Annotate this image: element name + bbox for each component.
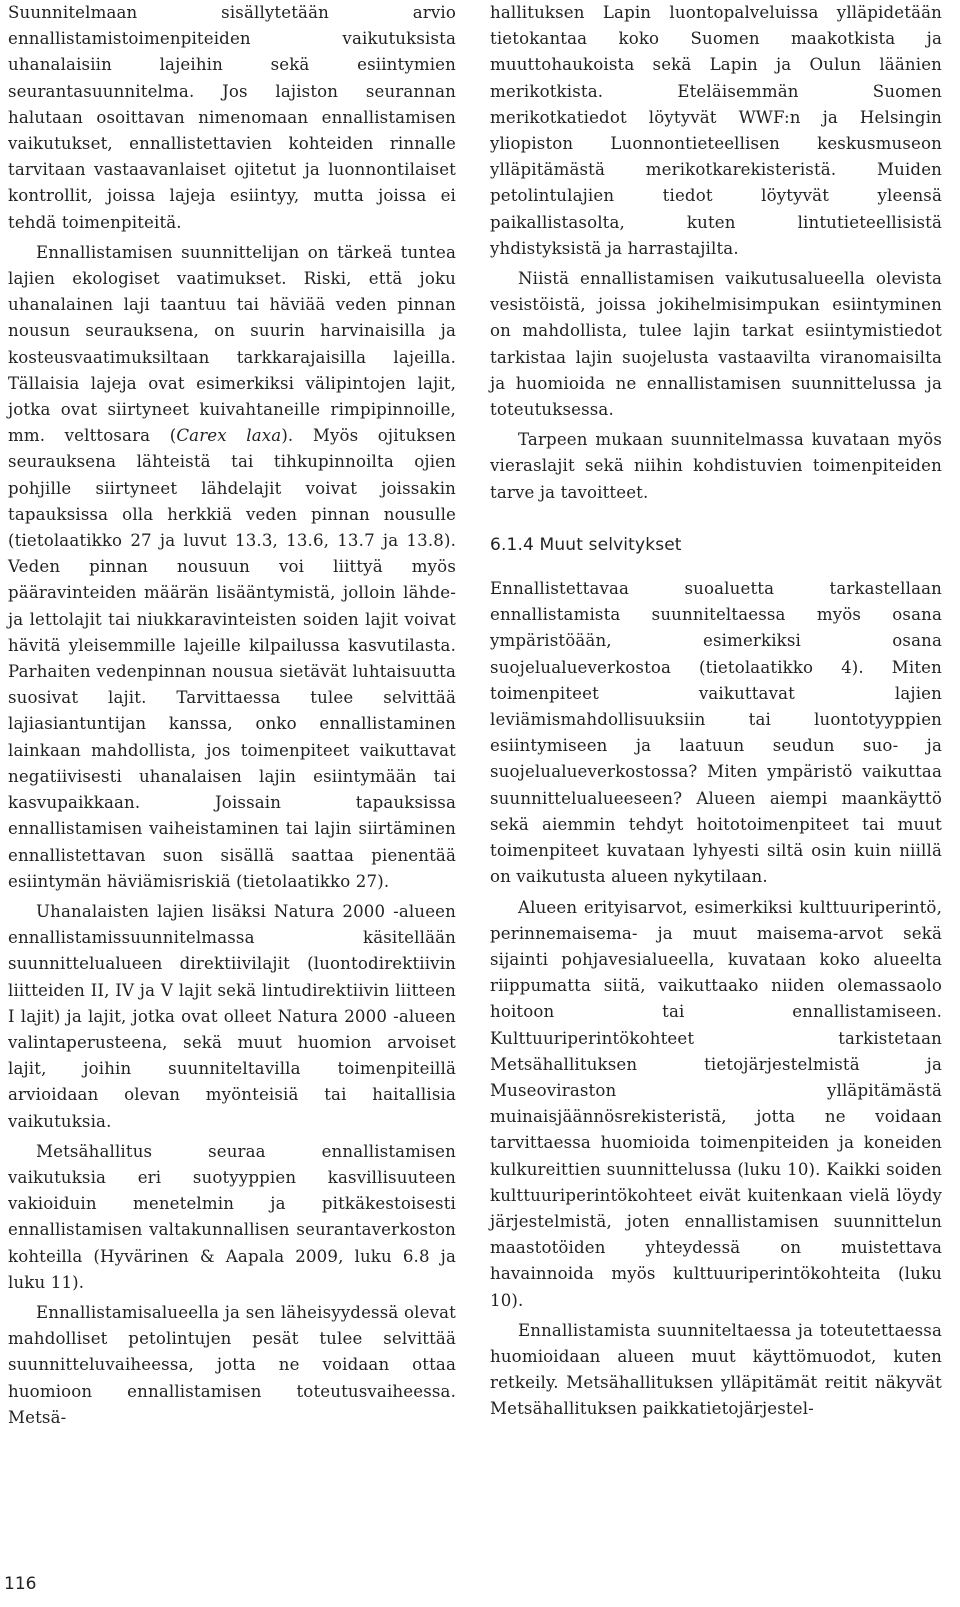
paragraph: Niistä ennallistamisen vaikutusalueella olevista vesistöistä, joissa jokihelmisimpukan esiintyminen on mahdollista, tulee lajin tarkat esiintymistiedot tarkistaa lajin suojelusta vastaavilta viranomaisilta ja huomioida ne ennallistamisen suunnittelussa ja toteutuksessa. — [490, 269, 942, 420]
paragraph: hallituksen Lapin luontopalveluissa ylläpidetään tietokantaa koko Suomen maakotkista ja muuttohaukoista sekä Lapin ja Oulun läänien merikotkista. Eteläisemmän Suomen merikotkatiedot löytyvät WWF:n ja Helsingin yliopiston Luonnontieteellisen keskusmuseon ylläpitämästä merikotkarekisteristä. Muiden petolintulajien tiedot löytyvät yleensä paikallistasolta, kuten lintutieteellisistä yhdistyksistä ja harrastajilta. — [490, 3, 942, 258]
right-column — [490, 0, 942, 1423]
paragraph: Ennallistamista suunniteltaessa ja toteutettaessa huomioidaan alueen muut käyttömuodot, kuten retkeily. Metsähallituksen ylläpitämät reitit näkyvät Metsähallituksen paikkatietojärjestel- — [490, 1320, 942, 1419]
left-column — [8, 0, 456, 1431]
paragraph-text: ). Myös ojituksen seurauksena lähteistä tai tihkupinnoilta ojien pohjille siirtyneet lähdelajit voivat joissakin tapauksissa olla herkkiä veden pinnan nousulle (tietolaatikko 27 ja luvut 13.3, 13.6, 13.7 ja 13.8). Veden pinnan nousuun voi liittyä myös pääravinteiden määrän lisääntymistä, jolloin lähde- ja lettolajit tai niukkaravinteisten soiden lajit voivat hävitä yleisemmille lajeille kilpailussa kasvutilasta. Parhaiten vedenpinnan nousua sietävät luhtaisuutta suosivat lajit. Tarvittaessa tulee selvittää lajiasiantuntijan kanssa, onko ennallistaminen lainkaan mahdollista, jos toimenpiteet vaikuttavat negatiivisesti uhanalaisen lajin esiintymään tai kasvupaikkaan. Joissain tapauksissa ennallistamisen vaiheistaminen tai lajin siirtäminen ennallistettavan suon sisällä saattaa pienentää esiintymän häviämisriskiä (tietolaatikko 27). — [8, 426, 456, 891]
paragraph: Uhanalaisten lajien lisäksi Natura 2000 -alueen ennallistamissuunnitelmassa käsitellään suunnittelualueen direktiivilajit (luontodirektiivin liitteiden II, IV ja V lajit sekä lintudirektiivin liitteen I lajit) ja lajit, jotka ovat olleet Natura 2000 -alueen valintaperusteena, sekä muut huomion arvoiset lajit, joihin suunniteltavilla toimenpiteillä arvioidaan olevan myönteisiä tai haitallisia vaikutuksia. — [8, 901, 456, 1131]
section-heading: 6.1.4 Muut selvitykset — [490, 534, 682, 555]
paragraph: Ennallistamisalueella ja sen läheisyydessä olevat mahdolliset petolintujen pesät tulee selvittää suunnitteluvaiheessa, jotta ne voidaan ottaa huomioon ennallistamisen toteutusvaiheessa. Metsä- — [8, 1302, 456, 1427]
paragraph: Ennallistettavaa suoaluetta tarkastellaan ennallistamista suunniteltaessa myös osana ympäristöään, esimerkiksi osana suojelualueverkostoa (tietolaatikko 4). Miten toimenpiteet vaikuttavat lajien leviämismahdollisuuksiin tai luontotyyppien esiintymiseen ja laatuun seudun suo- ja suojelualueverkostossa? Miten ympäristö vaikuttaa suunnittelualueeseen? Alueen aiempi maankäyttö sekä aiemmin tehdyt hoitotoimenpiteet tai muut toimenpiteet kuvataan lyhyesti siltä osin kuin niillä on vaikutusta alueen nykytilaan. — [490, 579, 942, 887]
paragraph: Alueen erityisarvot, esimerkiksi kulttuuriperintö, perinnemaisema- ja muut maisema-arvot sekä sijainti pohjavesialueella, kuvataan koko alueelta riippumatta siitä, vaikuttaako niiden olemassaolo hoitoon tai ennallistamiseen. Kulttuuriperintökohteet tarkistetaan Metsähallituksen tietojärjestelmistä ja Museoviraston ylläpitämästä muinaisjäännösrekisteristä, jotta ne voidaan tarvittaessa huomioida toimenpiteiden ja koneiden kulkureittien suunnittelussa (luku 10). Kaikki soiden kulttuuriperintökohteet eivät kuitenkaan vielä löydy järjestelmistä, joten ennallistamisen suunnittelun maastotöiden yhteydessä on muistettava havainnoida myös kulttuuriperintökohteita (luku 10). — [490, 897, 942, 1310]
paragraph: Suunnitelmaan sisällytetään arvio ennallistamistoimenpiteiden vaikutuksista uhanalaisiin lajeihin sekä esiintymien seurantasuunnitelma. Jos lajiston seurannan halutaan osoittavan nimenomaan ennallistamisen vaikutukset, ennallistettavien kohteiden rinnalle tarvitaan vastaavanlaiset ojitetut ja luonnontilaiset kontrollit, joissa lajeja esiintyy, mutta joissa ei tehdä toimenpiteitä. — [8, 3, 456, 232]
paragraph: Metsähallitus seuraa ennallistamisen vaikutuksia eri suotyyppien kasvillisuuteen vakioiduin menetelmin ja pitkäkestoisesti ennallistamisen valtakunnallisen seurantaverkoston kohteilla (Hyvärinen & Aapala 2009, luku 6.8 ja luku 11). — [8, 1141, 456, 1292]
page-number: 116 — [4, 1574, 37, 1594]
paragraph — [8, 240, 456, 895]
species-name: Carex laxa — [176, 426, 282, 446]
paragraph: Tarpeen mukaan suunnitelmassa kuvataan myös vieraslajit sekä niihin kohdistuvien toimenpiteiden tarve ja tavoitteet. — [490, 430, 942, 502]
paragraph-text: Ennallistamisen suunnittelijan on tärkeä tuntea lajien ekologiset vaatimukset. Riski, että joku uhanalainen laji taantuu tai häviää veden pinnan nousun seurauksena, on suurin harvinaisilla ja kosteusvaatimuksiltaan tarkkarajaisilla lajeilla. Tällaisia lajeja ovat esimerkiksi välipintojen lajit, jotka ovat siirtyneet kuivahtaneille rimpipinnoille, mm. velttosara ( — [8, 242, 456, 446]
